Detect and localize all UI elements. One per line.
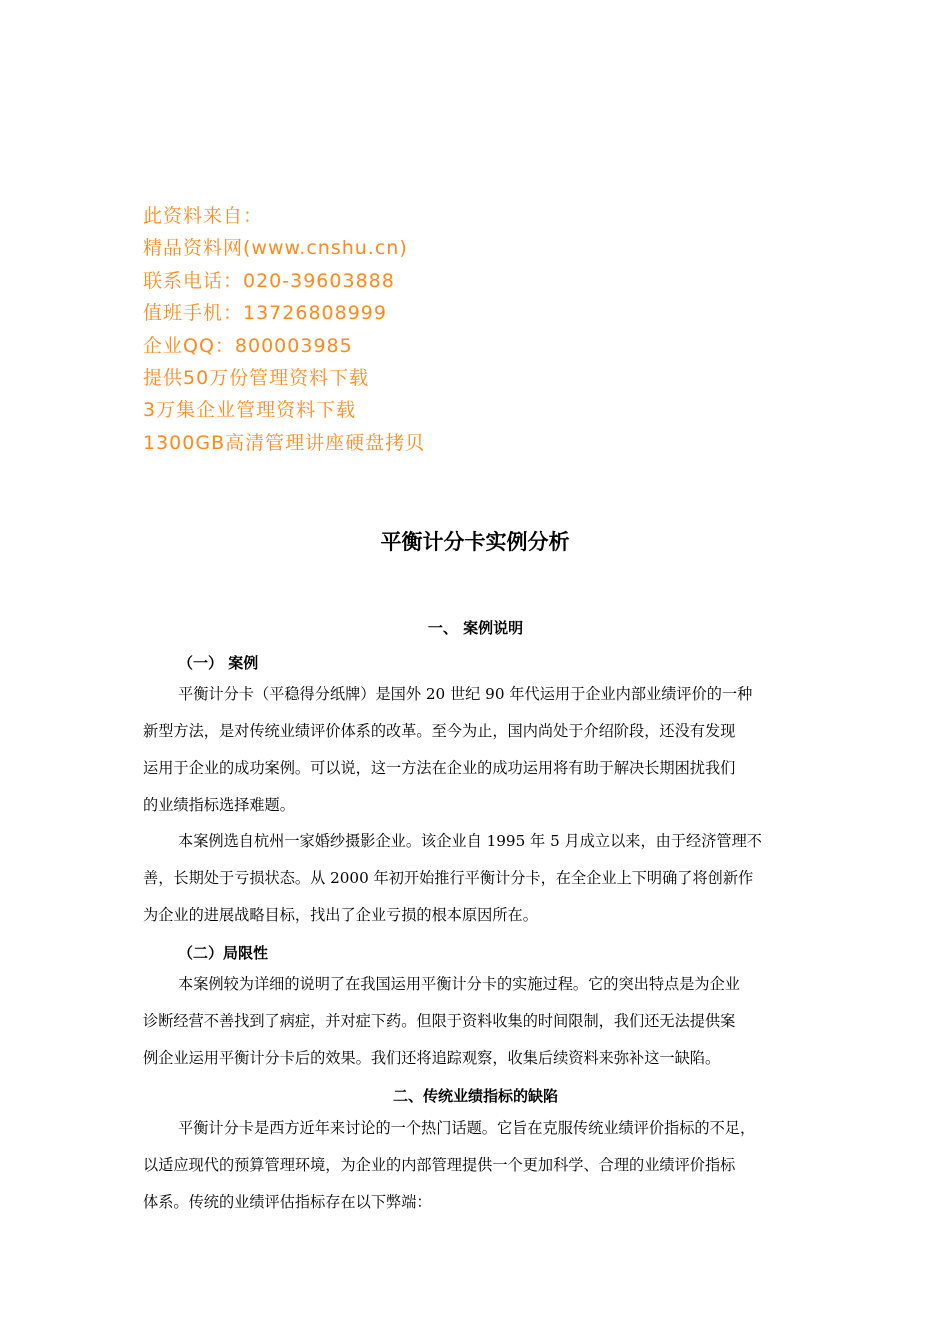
paragraph-line: 例企业运用平衡计分卡后的效果。我们还将追踪观察，收集后续资料来弥补这一缺陷。 [143,1048,721,1067]
paragraph-traditional-metrics [143,1110,808,1221]
paragraph-line: 诊断经营不善找到了病症，并对症下药。但限于资料收集的时间限制，我们还无法提供案 [143,1011,736,1030]
section-heading-case-description: 一、 案例说明 [427,619,524,637]
subheading-limitations: （二）局限性 [178,944,269,962]
paragraph-line: 的业绩指标选择难题。 [143,795,295,814]
paragraph-line: 为企业的进展战略目标，找出了企业亏损的根本原因所在。 [143,905,538,924]
paragraph-line: 以适应现代的预算管理环境，为企业的内部管理提供一个更加科学、合理的业绩评价指标 [143,1155,736,1174]
ad-line-qq: 企业QQ：800003985 [143,334,353,357]
paragraph-case-background [143,823,808,934]
paragraph-limitations [143,966,808,1077]
paragraph-line: 善，长期处于亏损状态。从 2000 年初开始推行平衡计分卡，在全企业上下明确了将创新作 [143,868,754,887]
document-title: 平衡计分卡实例分析 [380,530,570,554]
ad-line-mobile: 值班手机：13726808999 [143,302,387,325]
ad-line-source: 此资料来自： [143,205,264,227]
section-heading-traditional-metrics: 二、传统业绩指标的缺陷 [392,1087,558,1105]
paragraph-line: 本案例选自杭州一家婚纱摄影企业。该企业自 1995 年 5 月成立以来，由于经济管理不 [178,832,762,850]
paragraph-intro [143,676,808,824]
ad-line-offer-2: 3万集企业管理资料下载 [143,399,357,422]
source-ad-block [143,200,863,459]
ad-line-website: 精品资料网(www.cnshu.cn) [143,237,408,260]
paragraph-line: 平衡计分卡（平稳得分纸牌）是国外 20 世纪 90 年代运用于企业内部业绩评价的一种 [178,685,753,703]
paragraph-line: 平衡计分卡是西方近年来讨论的一个热门话题。它旨在克服传统业绩评价指标的不足， [178,1119,756,1137]
ad-line-offer-1: 提供50万份管理资料下载 [143,366,370,389]
paragraph-line: 本案例较为详细的说明了在我国运用平衡计分卡的实施过程。它的突出特点是为企业 [178,975,740,993]
paragraph-line: 新型方法，是对传统业绩评价体系的改革。至今为止，国内尚处于介绍阶段，还没有发现 [143,721,736,740]
paragraph-line: 体系。传统的业绩评估指标存在以下弊端： [143,1192,432,1211]
subheading-case: （一） 案例 [178,654,259,672]
ad-line-phone: 联系电话：020-39603888 [143,269,395,292]
ad-line-offer-3: 1300GB高清管理讲座硬盘拷贝 [143,431,426,454]
paragraph-line: 运用于企业的成功案例。可以说，这一方法在企业的成功运用将有助于解决长期困扰我们 [143,758,736,777]
